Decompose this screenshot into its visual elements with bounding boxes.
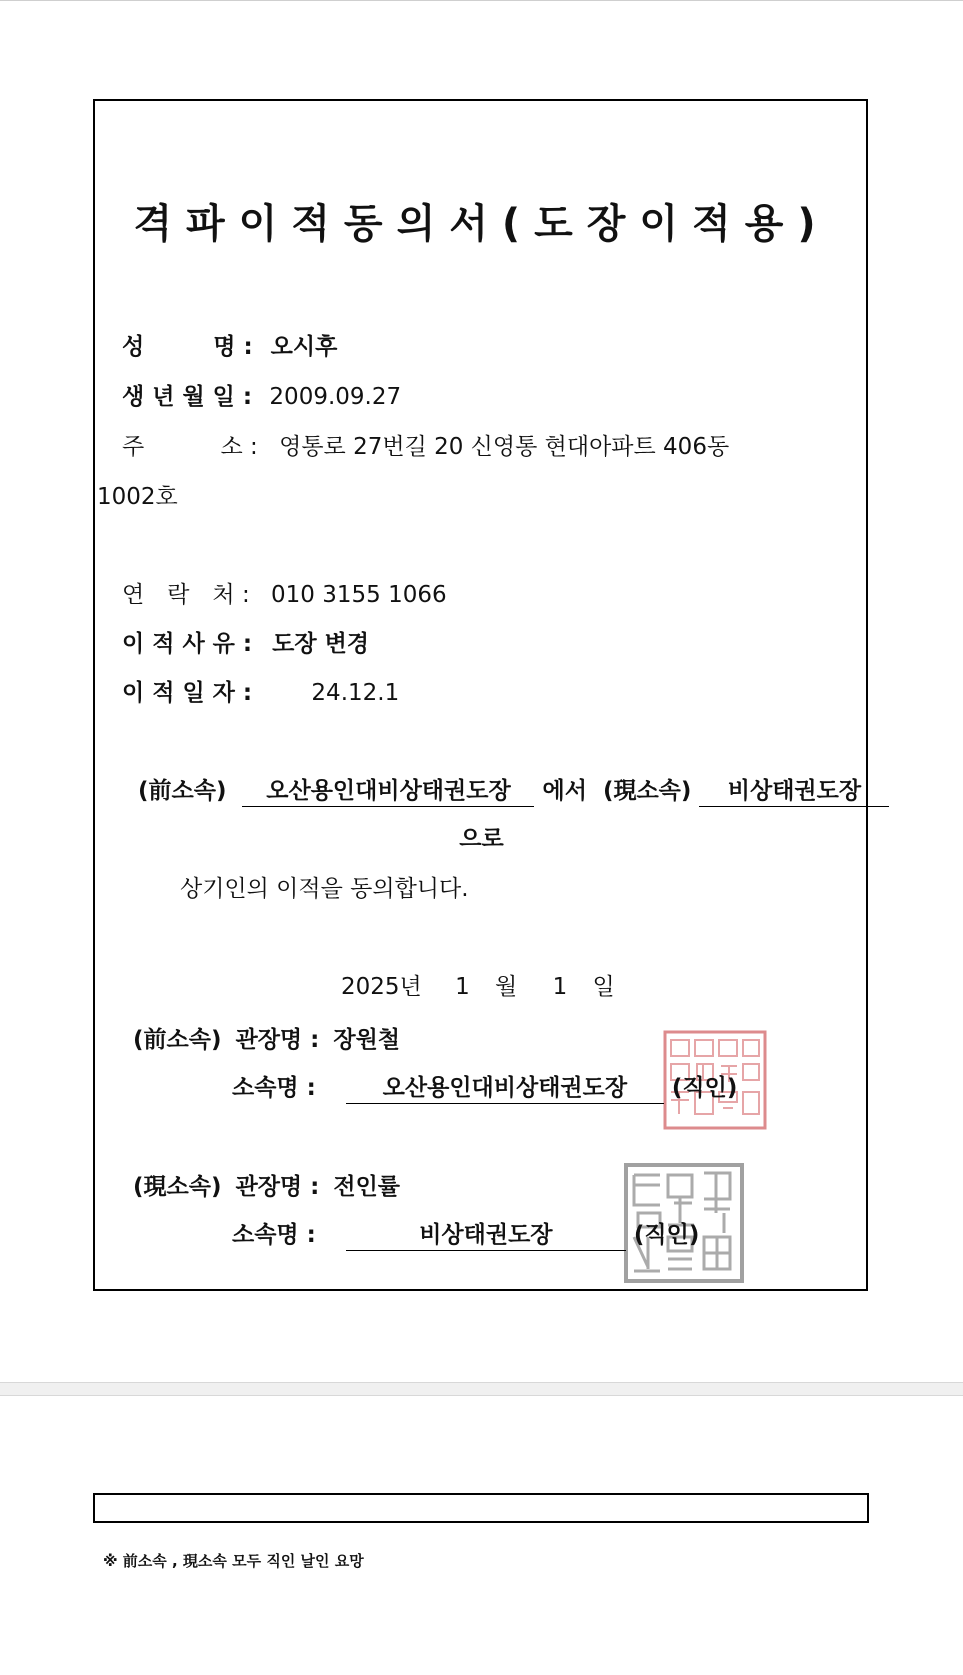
page-separator <box>0 1382 963 1396</box>
name-row <box>122 328 337 361</box>
sign-month-unit: 월 <box>495 974 518 1000</box>
curr-gym-row <box>232 1216 699 1251</box>
curr-gym-name: 비상태권도장 <box>699 772 889 807</box>
birth-row <box>122 378 401 411</box>
prev-seal-label: (직인) <box>671 1075 738 1101</box>
prev-affiliation-tag: (前소속) <box>138 778 227 804</box>
prev-gym-sign-name: 오산용인대비상태권도장 <box>346 1069 664 1104</box>
name-value: 오시후 <box>270 334 338 360</box>
curr-gym-label: 소속명 : <box>232 1222 316 1248</box>
document-title: 격파이적동의서(도장이적용) <box>133 201 830 247</box>
curr-affiliation-tag: (現소속) <box>602 778 692 804</box>
curr-seal-label: (직인) <box>633 1222 700 1248</box>
address-continuation: 1002호 <box>97 484 178 510</box>
footnote: ※ 前소속 , 現소속 모두 직인 날인 요망 <box>103 1552 364 1570</box>
address-row <box>122 428 729 461</box>
prev-head-name: 장원철 <box>333 1027 401 1053</box>
reason-value: 도장 변경 <box>272 631 370 657</box>
prev-gym-row <box>232 1069 737 1104</box>
top-border <box>0 0 963 1</box>
transfer-date-value: 24.12.1 <box>311 680 400 706</box>
prev-head-label: 관장명 : <box>235 1027 320 1053</box>
consent-text: 상기인의 이적을 동의합니다. <box>180 876 469 902</box>
reason-row <box>122 625 369 658</box>
sign-month: 1 <box>455 974 470 1000</box>
transfer-date-label: 이 적 일 자 : <box>122 680 253 706</box>
to-word: 으로 <box>459 826 504 852</box>
curr-sign-tag: (現소속) <box>133 1174 222 1200</box>
sign-day: 1 <box>552 974 568 1000</box>
prev-sign-tag: (前소속) <box>133 1027 222 1053</box>
transfer-sentence <box>138 772 889 807</box>
contact-label: 연 락 처 : <box>122 582 250 608</box>
from-word: 에서 <box>542 778 587 804</box>
prev-gym-name: 오산용인대비상태권도장 <box>242 772 534 807</box>
birth-value: 2009.09.27 <box>269 384 402 410</box>
contact-value: 010 3155 1066 <box>271 582 447 608</box>
prev-head-row <box>133 1021 400 1054</box>
curr-head-name: 전인률 <box>333 1174 401 1200</box>
signing-date <box>341 968 615 1001</box>
sign-year: 2025년 <box>341 974 422 1000</box>
sign-day-unit: 일 <box>592 974 615 1000</box>
curr-gym-sign-name: 비상태권도장 <box>346 1216 626 1251</box>
birth-label: 생 년 월 일 : <box>122 384 253 410</box>
reason-label: 이 적 사 유 : <box>122 631 253 657</box>
address-value: 영통로 27번길 20 신영통 현대아파트 406동 <box>279 434 730 460</box>
contact-row <box>122 576 447 609</box>
address-label: 주 소 : <box>122 434 258 460</box>
curr-head-label: 관장명 : <box>235 1174 320 1200</box>
transfer-date-row <box>122 674 399 707</box>
curr-head-row <box>133 1168 400 1201</box>
second-page-box <box>93 1493 869 1523</box>
prev-gym-label: 소속명 : <box>232 1075 316 1101</box>
name-label: 성 명 : <box>122 334 253 360</box>
